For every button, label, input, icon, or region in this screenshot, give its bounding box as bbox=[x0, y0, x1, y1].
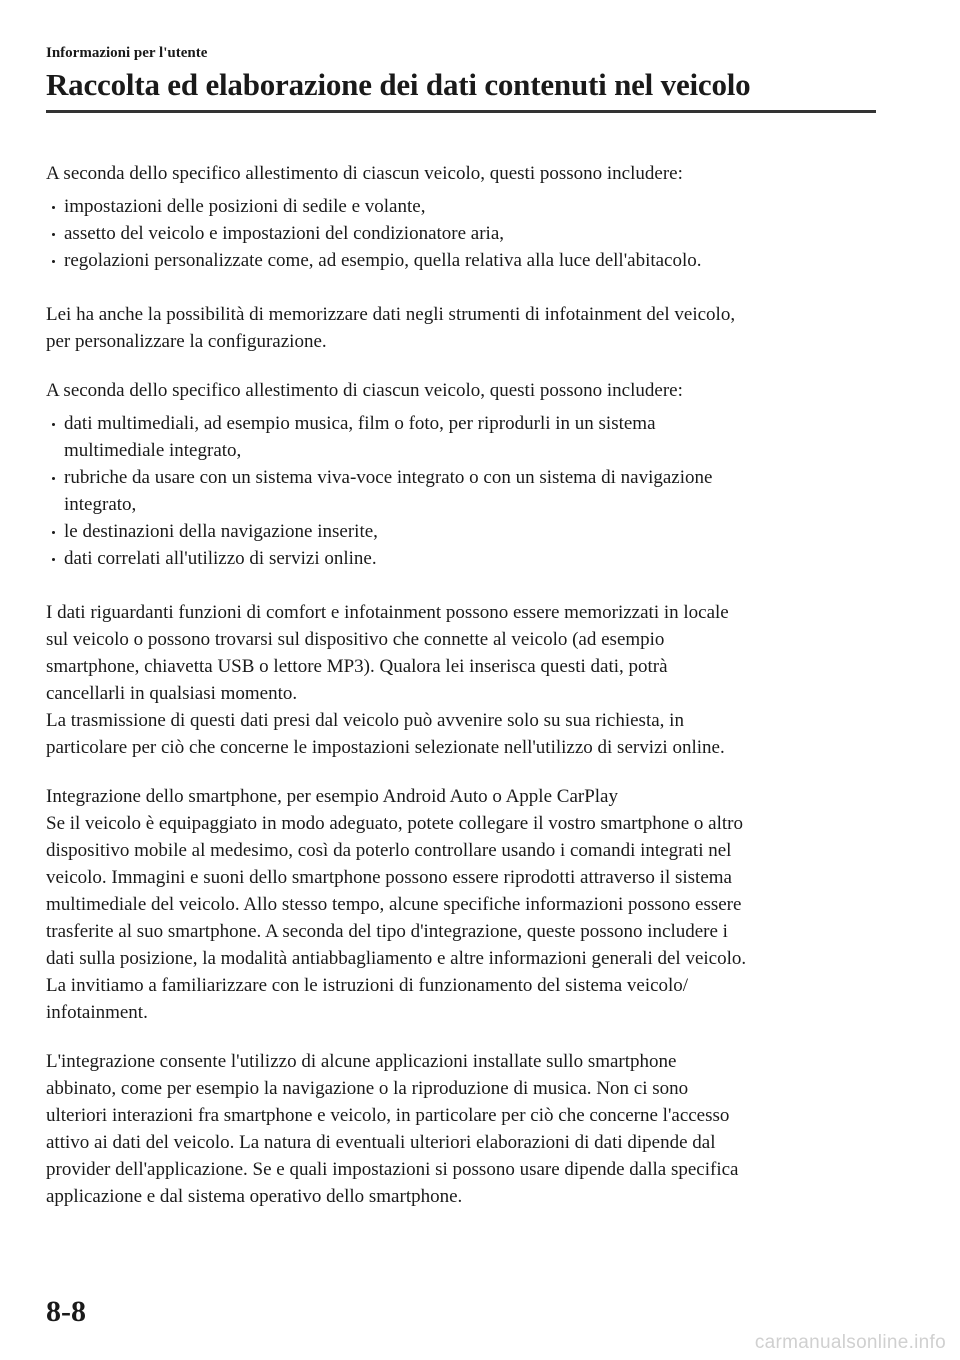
list-item: regolazioni personalizzate come, ad esempio, quella relativa alla luce dell'abitacolo. bbox=[46, 247, 876, 274]
list-item: assetto del veicolo e impostazioni del condizionatore aria, bbox=[46, 220, 876, 247]
text-line: infotainment. bbox=[46, 1002, 148, 1023]
list-item bbox=[46, 410, 876, 464]
text-line: I dati riguardanti funzioni di comfort e infotainment possono essere memorizzati in locale bbox=[46, 602, 729, 623]
paragraph-smartphone-integration bbox=[46, 783, 876, 1026]
text-line: L'integrazione consente l'utilizzo di alcune applicazioni installate sullo smartphone bbox=[46, 1051, 677, 1072]
paragraph-personalization bbox=[46, 301, 876, 355]
text-line: dati sulla posizione, la modalità antiabbagliamento e altre informazioni generali del veicolo. bbox=[46, 948, 747, 969]
watermark: carmanualsonline.info bbox=[754, 1332, 946, 1353]
text-line: abbinato, come per esempio la navigazione o la riproduzione di musica. Non ci sono bbox=[46, 1078, 689, 1099]
list-item bbox=[46, 518, 876, 545]
text-line: attivo ai dati del veicolo. La natura di eventuali ulteriori elaborazioni di dati dipende dal bbox=[46, 1132, 716, 1153]
list-item: impostazioni delle posizioni di sedile e volante, bbox=[46, 193, 876, 220]
page-number: 8-8 bbox=[46, 1295, 86, 1328]
text-line: integrato, bbox=[64, 494, 137, 515]
paragraph-apps bbox=[46, 1048, 876, 1210]
block2-list bbox=[46, 410, 876, 572]
text-line: veicolo. Immagini e suoni dello smartphone possono essere riprodotti attraverso il sistema bbox=[46, 867, 732, 888]
text-line: sul veicolo o possono trovarsi sul dispositivo che connette al veicolo (ad esempio bbox=[46, 629, 665, 650]
text-line: trasferite al suo smartphone. A seconda del tipo d'integrazione, queste possono includere i bbox=[46, 921, 728, 942]
text-line: per personalizzare la configurazione. bbox=[46, 331, 327, 352]
section-label: Informazioni per l'utente bbox=[46, 45, 208, 61]
page-content bbox=[46, 160, 876, 1210]
page-title: Raccolta ed elaborazione dei dati contenuti nel veicolo bbox=[46, 67, 751, 102]
text-line: multimediale integrato, bbox=[64, 440, 242, 461]
block2-intro: A seconda dello specifico allestimento di ciascun veicolo, questi possono includere: bbox=[46, 380, 683, 401]
text-line: Se il veicolo è equipaggiato in modo adeguato, potete collegare il vostro smartphone o altro bbox=[46, 813, 743, 834]
block1-list bbox=[46, 193, 876, 274]
title-underline bbox=[46, 110, 876, 113]
text-line: le destinazioni della navigazione inserite, bbox=[64, 521, 378, 542]
text-line: dispositivo mobile al medesimo, così da poterlo controllare usando i comandi integrati nel bbox=[46, 840, 732, 861]
text-line: particolare per ciò che concerne le impostazioni selezionate nell'utilizzo di servizi online. bbox=[46, 737, 725, 758]
text-line: cancellarli in qualsiasi momento. bbox=[46, 683, 298, 704]
text-line: La invitiamo a familiarizzare con le istruzioni di funzionamento del sistema veicolo/ bbox=[46, 975, 689, 996]
text-line: provider dell'applicazione. Se e quali impostazioni si possono usare dipende dalla specifica bbox=[46, 1159, 739, 1180]
paragraph-comfort-infotainment bbox=[46, 599, 876, 761]
list-item bbox=[46, 464, 876, 518]
text-line: Lei ha anche la possibilità di memorizzare dati negli strumenti di infotainment del veicolo, bbox=[46, 304, 736, 325]
page-header bbox=[46, 44, 876, 104]
text-line: dati correlati all'utilizzo di servizi online. bbox=[64, 548, 377, 569]
text-line: applicazione e dal sistema operativo dello smartphone. bbox=[46, 1186, 463, 1207]
text-line: rubriche da usare con un sistema viva-voce integrato o con un sistema di navigazione bbox=[64, 467, 713, 488]
list-item bbox=[46, 545, 876, 572]
text-line: multimediale del veicolo. Allo stesso tempo, alcune specifiche informazioni possono essere bbox=[46, 894, 742, 915]
block1-intro: A seconda dello specifico allestimento di ciascun veicolo, questi possono includere: bbox=[46, 163, 683, 184]
text-line: smartphone, chiavetta USB o lettore MP3). Qualora lei inserisca questi dati, potrà bbox=[46, 656, 668, 677]
text-line: Integrazione dello smartphone, per esempio Android Auto o Apple CarPlay bbox=[46, 786, 618, 807]
text-line: La trasmissione di questi dati presi dal veicolo può avvenire solo su sua richiesta, in bbox=[46, 710, 684, 731]
text-line: ulteriori interazioni fra smartphone e veicolo, in particolare per ciò che concerne l'accesso bbox=[46, 1105, 730, 1126]
text-line: dati multimediali, ad esempio musica, film o foto, per riprodurli in un sistema bbox=[64, 413, 656, 434]
